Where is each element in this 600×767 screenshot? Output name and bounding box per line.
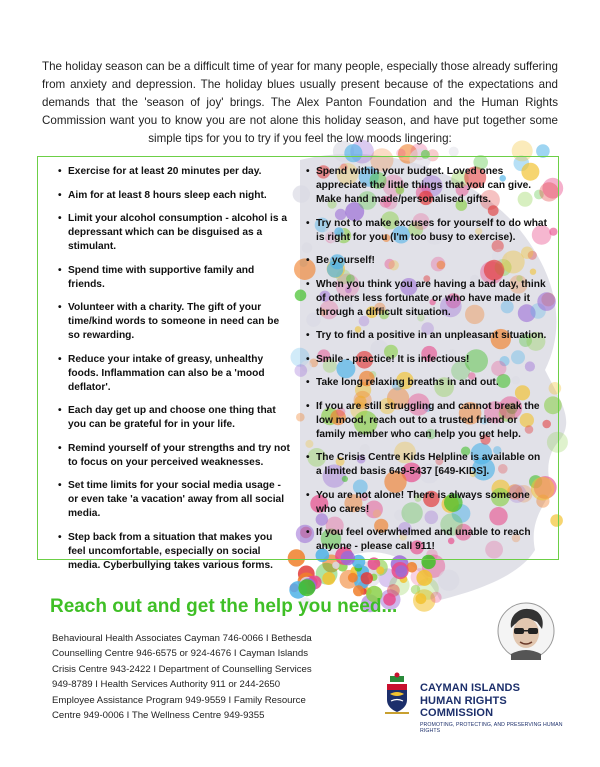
bullet-icon: • (58, 302, 62, 313)
tip-text: Step back from a situation that makes you feel uncomfortable, especially on social media. Cyberbullying takes various forms. (68, 531, 273, 571)
confetti-dot (361, 572, 373, 584)
bullet-icon: • (306, 217, 310, 229)
bullet-icon: • (306, 353, 310, 365)
tip-item (58, 442, 290, 470)
tip-text: Try not to make excuses for yourself to do what is right for you (I'm too busy to exercise). (316, 217, 547, 243)
tip-item (58, 189, 290, 203)
bullet-icon: • (306, 400, 310, 412)
tip-item (58, 264, 290, 292)
tip-text: When you think you are having a bad day, think of others less fortunate or who have made it through a difficult situation. (316, 278, 546, 318)
tip-item (58, 479, 290, 521)
bullet-icon: • (306, 527, 310, 538)
org-logo-text (420, 682, 570, 734)
tip-text: Each day get up and choose one thing that you can be grateful for in your life. (68, 405, 276, 430)
confetti-dot (322, 572, 335, 585)
tip-item (58, 404, 290, 432)
tip-text: Reduce your intake of greasy, unhealthy foods. Inflammation can also be a 'mood deflator'. (68, 353, 265, 393)
tip-item (306, 254, 548, 268)
tip-text: If you are still struggling and cannot break the low mood, reach out to a trusted friend or family member who can help you get help. (316, 400, 540, 440)
tip-item (58, 212, 290, 254)
tip-text: You are not alone! There is always someone who cares! (316, 489, 530, 515)
coat-of-arms-icon (380, 672, 414, 716)
tips-box (37, 156, 559, 571)
bullet-icon: • (58, 480, 62, 491)
tip-item (58, 353, 290, 395)
bullet-icon: • (58, 353, 62, 365)
tip-item (306, 400, 548, 442)
confetti-dot (438, 570, 459, 591)
tip-item (58, 165, 290, 179)
bullet-icon: • (306, 377, 310, 388)
confetti-dot (348, 573, 358, 583)
tips-column-left (58, 165, 290, 582)
tips-column-right (306, 165, 548, 564)
confetti-dot (416, 593, 427, 604)
tip-item (306, 451, 548, 479)
bullet-icon: • (306, 452, 310, 463)
tip-text: Aim for at least 8 hours sleep each night. (68, 189, 267, 201)
call-to-action-heading: Reach out and get the help you need... (50, 596, 398, 617)
tip-text: Spend time with supportive family and friends. (68, 264, 255, 290)
bullet-icon: • (58, 405, 62, 416)
tip-text: Set time limits for your social media usage - or even take 'a vacation' away from all social media. (68, 480, 285, 519)
tip-item (58, 531, 290, 573)
bullet-icon: • (58, 189, 62, 201)
tip-item (58, 301, 290, 343)
bullet-icon: • (306, 255, 310, 266)
bullet-icon: • (306, 166, 310, 177)
tip-text: Remind yourself of your strengths and try not to focus on your perceived weaknesses. (68, 442, 290, 468)
bullet-icon: • (58, 531, 62, 543)
bullet-icon: • (306, 330, 310, 341)
bullet-icon: • (58, 442, 62, 454)
tip-text: If you feel overwhelmed and unable to reach anyone - please call 911! (316, 527, 531, 552)
tip-item (306, 165, 548, 207)
tip-item (306, 329, 548, 343)
tip-text: Spend within your budget. Loved ones appreciate the little things that you can give. Make hand made/personalised gifts. (316, 166, 532, 205)
bullet-icon: • (58, 213, 62, 224)
org-name-line2: HUMAN RIGHTS COMMISSION (420, 694, 507, 719)
contacts-list: Behavioural Health Associates Cayman 746-0066 I Bethesda Counselling Centre 946-6575 or 924-4676 I Cayman Islands Crisis Centre 943-2422 I Department of Counselling Services 949-8789 I Health Services Authority 911 or 244-2650 Employee Assistance Program 949-9559 I Family Resource Centre 949-0006 I The Wellness Centre 949-9355 (52, 633, 312, 722)
bullet-icon: • (58, 264, 62, 276)
tip-text: Volunteer with a charity. The gift of your time/kind words to someone in need can be so rewarding. (68, 302, 280, 341)
confetti-dot (353, 585, 364, 596)
tip-text: Be yourself! (316, 255, 375, 266)
tip-item (306, 376, 548, 390)
tip-text: Try to find a positive in an unpleasant situation. (316, 330, 547, 341)
tip-text: The Crisis Centre Kids Helpline is available on a limited basis 649-5437 [649-KIDS]. (316, 452, 541, 477)
org-name-line1: CAYMAN ISLANDS (420, 682, 521, 694)
avatar-portrait (497, 602, 555, 660)
tip-item (306, 217, 548, 245)
tip-item (306, 526, 548, 554)
confetti-dot (395, 565, 407, 577)
bullet-icon: • (306, 489, 310, 501)
org-tagline: PROMOTING, PROTECTING, AND PRESERVING HUMAN RIGHTS (420, 721, 563, 734)
bullet-icon: • (58, 166, 62, 177)
confetti-dot (376, 566, 384, 574)
confetti-dot (416, 570, 432, 586)
confetti-dot (298, 579, 315, 596)
tip-item (306, 489, 548, 517)
tip-text: Take long relaxing breaths in and out. (316, 377, 499, 388)
confetti-dot (430, 592, 441, 603)
tip-item (306, 278, 548, 320)
tip-text: Smile - practice! It is infectious! (316, 353, 470, 365)
tip-text: Limit your alcohol consumption - alcohol is a depressant which can be disguised as a stimulant. (68, 213, 288, 252)
tip-text: Exercise for at least 20 minutes per day. (68, 166, 262, 177)
tip-item (306, 353, 548, 367)
bullet-icon: • (306, 278, 310, 290)
intro-paragraph: The holiday season can be a difficult time of year for many people, especially those already suffering from anxiety and depression. The holiday blues usually present because of the expectations and demands that the 'season of joy' brings. The Alex Panton Foundation and the Human Rights Commission want you to know you are not alone this holiday season, and have put together some simple tips for you to try if you feel the low moods lingering: (42, 59, 558, 146)
